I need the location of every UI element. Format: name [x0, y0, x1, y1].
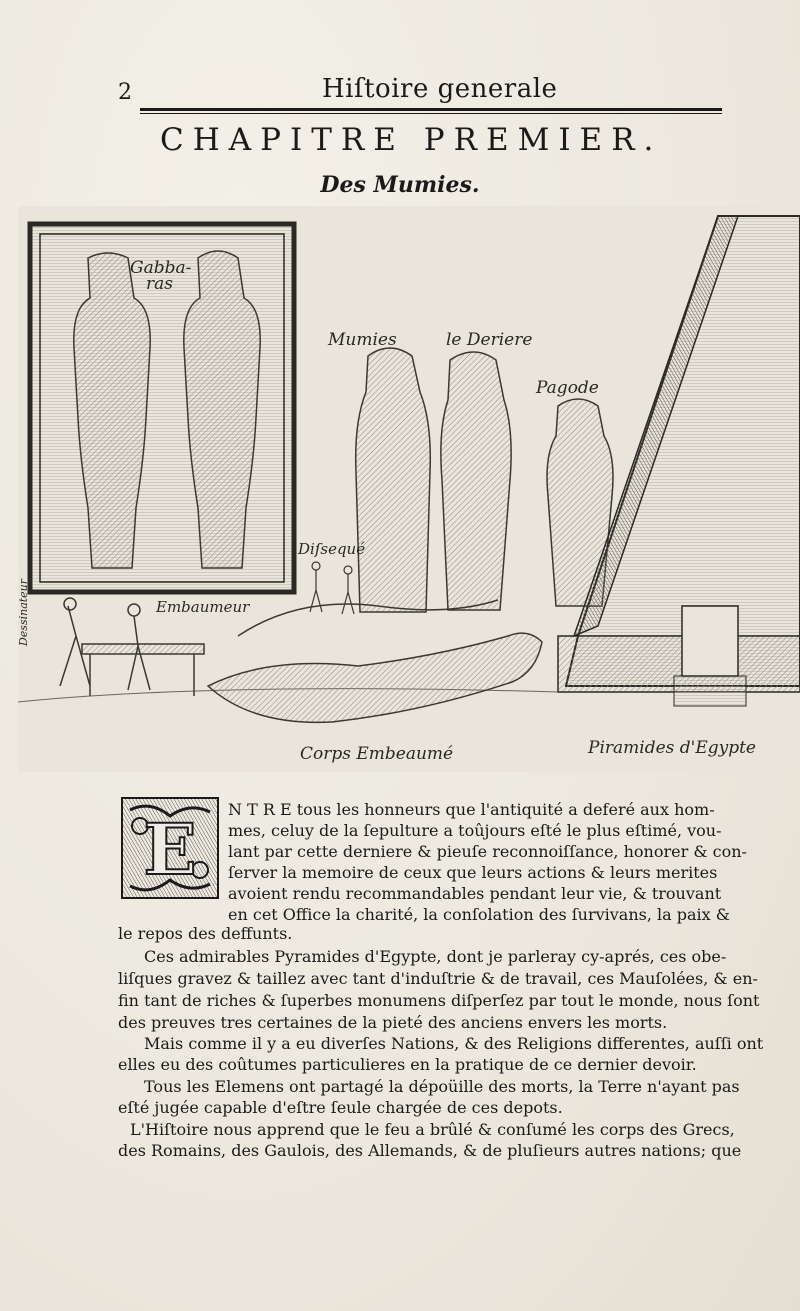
- text-line: des preuves tres certaines de la pieté des anciens envers les morts.: [118, 1013, 668, 1032]
- initial-ornament: [120, 796, 220, 900]
- caption-pyramides: Piramides d'Egypte: [588, 738, 756, 758]
- caption-engraver: Dessinateur: [17, 578, 31, 647]
- caption-embaumeur: Embaumeur: [156, 598, 250, 616]
- caption-mumies: Mumies: [328, 330, 397, 350]
- text-line: en cet Office la charité, la conſolation des ſurvivans, la paix &: [228, 905, 731, 924]
- section-title: Des Mumies.: [320, 172, 480, 198]
- text-line: liſques gravez & taillez avec tant d'induſtrie & de travail, ces Mauſolées, & en-: [118, 969, 758, 988]
- text-line: avoient rendu recommandables pendant leur vie, & trouvant: [228, 884, 722, 903]
- text-line: des Romains, des Gaulois, des Allemands, & de pluſieurs autres nations; que: [118, 1141, 742, 1160]
- caption-derriere: le Deriere: [446, 330, 533, 350]
- caption-corps: Corps Embeaumé: [300, 744, 454, 764]
- text-line: eſté jugée capable d'eſtre ſeule chargée de ces depots.: [118, 1098, 563, 1117]
- page-number: 2: [118, 80, 132, 105]
- engraving-illustration: [18, 206, 800, 772]
- text-line: mes, celuy de la ſepulture a toûjours eſté le plus eſtimé, vou-: [228, 821, 722, 840]
- text-line: Mais comme il y a eu diverſes Nations, & des Religions differentes, auſſi ont: [144, 1034, 764, 1053]
- chapter-title: CHAPITRE PREMIER.: [160, 122, 663, 158]
- text-line: Tous les Elemens ont partagé la dépoüille des morts, la Terre n'ayant pas: [144, 1077, 740, 1096]
- running-title: Hiſtoire generale: [322, 74, 558, 104]
- text-line: le repos des deffunts.: [118, 924, 293, 943]
- text-line: Ces admirables Pyramides d'Egypte, dont je parleray cy-aprés, ces obe-: [144, 947, 727, 966]
- caption-pagode: Pagode: [536, 378, 599, 398]
- caption-gabbaras: Gabba-: [130, 258, 192, 278]
- text-line: L'Hiſtoire nous apprend que le feu a brûlé & conſumé les corps des Grecs,: [130, 1120, 735, 1139]
- caption-gabbaras-2: ras: [146, 274, 173, 294]
- caption-disseque: Diſsequé: [298, 540, 366, 558]
- engraving-plate: [18, 206, 800, 772]
- text-line: lant par cette derniere & pieuſe reconnoiſſance, honorer & con-: [228, 842, 747, 861]
- text-line: N T R E tous les honneurs que l'antiquité a deferé aux hom-: [228, 800, 715, 819]
- text-line: elles eu des coûtumes particulieres en la pratique de ce dernier devoir.: [118, 1055, 697, 1074]
- text-line: ſerver la memoire de ceux que leurs actions & leurs merites: [228, 863, 718, 882]
- drop-cap-letter: E: [143, 808, 197, 891]
- text-line: fin tant de riches & ſuperbes monumens diſperſez par tout le monde, nous ſont: [118, 991, 760, 1010]
- decorated-initial: [120, 796, 220, 900]
- header-rule-thin: [140, 113, 722, 114]
- header-rule: [140, 108, 722, 111]
